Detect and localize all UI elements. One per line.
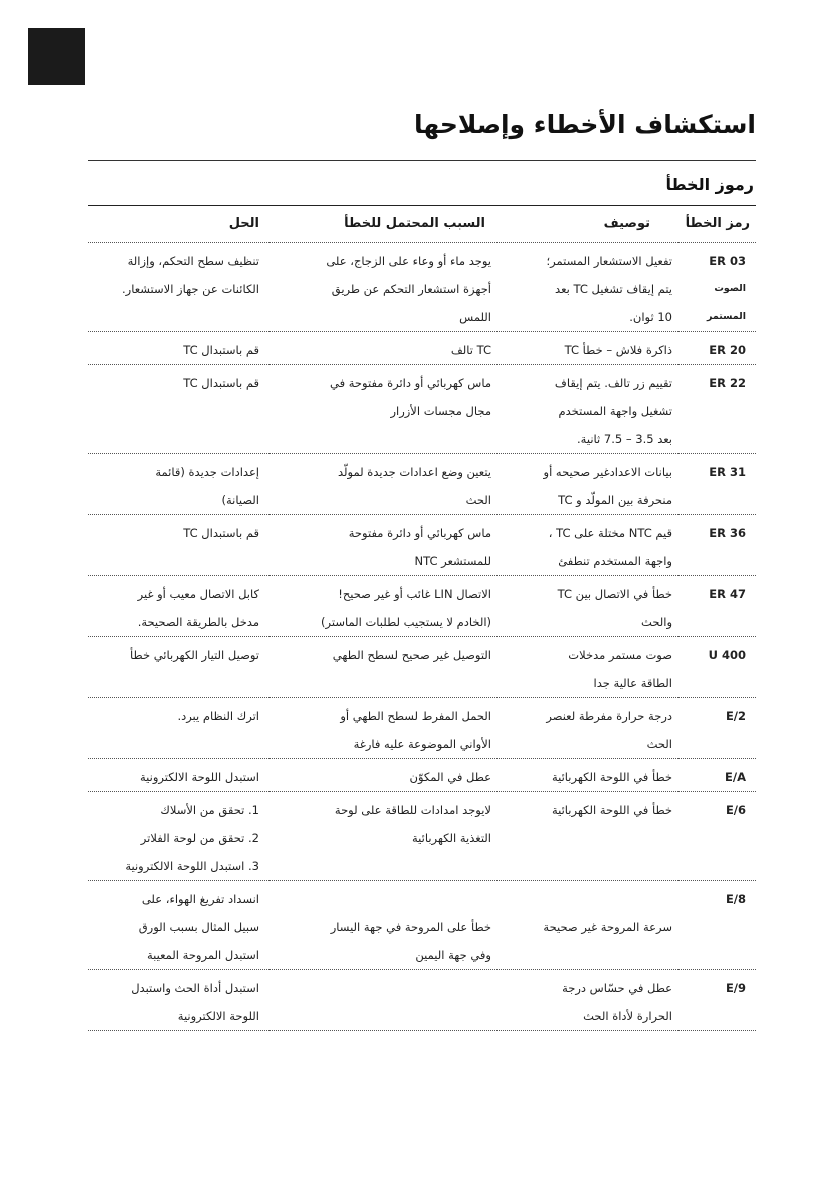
cause-cell <box>269 515 497 576</box>
description-line: ذاكرة فلاش – خطأ TC <box>564 343 672 357</box>
error-code-cell <box>678 759 756 792</box>
cause-line: الاتصال LIN غائب أو غير صحيح! <box>338 587 491 601</box>
error-code: ER 20 <box>709 343 746 357</box>
solution-line: 3. استبدل اللوحة الالكترونية <box>125 859 259 873</box>
cause-line: التغذية الكهربائية <box>411 831 491 845</box>
description-line: خطأ في اللوحة الكهربائية <box>551 803 672 817</box>
cause-line: للمستشعر NTC <box>414 554 491 568</box>
solution-line: كابل الاتصال معيب أو غير <box>137 587 259 601</box>
description-cell <box>497 637 678 698</box>
cause-line: ماس كهربائي أو دائرة مفتوحة <box>348 526 491 540</box>
description-cell <box>497 332 678 365</box>
solution-line: توصيل التيار الكهربائي خطأ <box>130 648 259 662</box>
error-code-cell <box>678 970 756 1031</box>
description-cell <box>497 698 678 759</box>
description-line: الحرارة لأداة الحث <box>583 1009 672 1023</box>
solution-line: استبدل اللوحة الالكترونية <box>139 770 259 784</box>
solution-line: إعدادات جديدة (قائمة <box>155 465 259 479</box>
solution-line: 1. تحقق من الأسلاك <box>160 803 259 817</box>
solution-cell <box>88 454 269 515</box>
cause-cell <box>269 332 497 365</box>
solution-line: اترك النظام يبرد. <box>177 709 259 723</box>
table-row <box>88 454 756 515</box>
solution-cell <box>88 515 269 576</box>
solution-line: قم باستبدال TC <box>183 343 259 357</box>
error-code-cell <box>678 637 756 698</box>
table-row <box>88 637 756 698</box>
description-line: الحث <box>646 737 672 751</box>
error-code-cell <box>678 792 756 881</box>
error-code: ER 47 <box>709 587 746 601</box>
cause-line: عطل في المكوّن <box>409 770 491 784</box>
table-row <box>88 576 756 637</box>
cause-line <box>275 885 491 913</box>
description-line: تشغيل واجهة المستخدم <box>558 404 672 418</box>
error-code: U 400 <box>708 648 746 662</box>
cause-cell <box>269 576 497 637</box>
description-line: خطأ في اللوحة الكهربائية <box>551 770 672 784</box>
cause-cell <box>269 759 497 792</box>
error-code: ER 36 <box>709 526 746 540</box>
description-cell <box>497 881 678 970</box>
error-code: ER 03 <box>709 254 746 268</box>
error-code-cell <box>678 365 756 454</box>
cause-line: TC تالف <box>450 343 491 357</box>
cause-line: الحث <box>465 493 491 507</box>
solution-line: قم باستبدال TC <box>183 526 259 540</box>
description-line: منحرفة بين المولّد و TC <box>558 493 672 507</box>
solution-line: انسداد تفريغ الهواء، على <box>141 892 259 906</box>
description-line: تقييم زر تالف. يتم إيقاف <box>554 376 672 390</box>
error-code-cell <box>678 454 756 515</box>
error-code-cell <box>678 881 756 970</box>
description-line: صوت مستمر مدخلات <box>568 648 672 662</box>
cause-cell <box>269 881 497 970</box>
table-row <box>88 515 756 576</box>
error-code-cell <box>678 243 756 332</box>
cause-cell <box>269 698 497 759</box>
description-line: تفعيل الاستشعار المستمر؛ <box>546 254 672 268</box>
error-code: E/2 <box>725 709 746 723</box>
table-row <box>88 970 756 1031</box>
description-cell <box>497 792 678 881</box>
description-line: بيانات الاعدادغير صحيحه أو <box>543 465 672 479</box>
cause-line <box>275 974 491 1002</box>
description-cell <box>497 243 678 332</box>
cause-line: الأواني الموضوعة عليه فارغة <box>353 737 491 751</box>
description-line: والحث <box>641 615 672 629</box>
cause-cell <box>269 365 497 454</box>
cause-line: الحمل المفرط لسطح الطهي أو <box>340 709 491 723</box>
cause-line: ماس كهربائي أو دائرة مفتوحة في <box>330 376 491 390</box>
cause-line: مجال مجسات الأزرار <box>390 404 491 418</box>
description-line: قيم NTC مختلة على TC ، <box>548 526 672 540</box>
description-cell <box>497 454 678 515</box>
cause-cell <box>269 454 497 515</box>
error-code: ER 22 <box>709 376 746 390</box>
cause-line: وفي جهة اليمين <box>415 948 491 962</box>
description-cell <box>497 515 678 576</box>
solution-cell <box>88 759 269 792</box>
header-description: توصيف <box>497 206 678 243</box>
table-body <box>88 243 756 1031</box>
error-code: E/6 <box>725 803 746 817</box>
solution-cell <box>88 243 269 332</box>
solution-cell <box>88 365 269 454</box>
description-line: سرعة المروحة غير صحيحة <box>543 920 672 934</box>
solution-line: الكائنات عن جهاز الاستشعار. <box>122 282 259 296</box>
description-line: خطأ في الاتصال بين TC <box>557 587 672 601</box>
description-line: درجة حرارة مفرطة لعنصر <box>546 709 672 723</box>
page-title: استكشاف الأخطاء وإصلاحها <box>413 110 756 139</box>
cause-line: (الخادم لا يستجيب لطلبات الماستر) <box>321 615 491 629</box>
description-cell <box>497 576 678 637</box>
error-code: ER 31 <box>709 465 746 479</box>
error-code: E/9 <box>725 981 746 995</box>
cause-line: أجهزة استشعار التحكم عن طريق <box>331 282 491 296</box>
solution-cell <box>88 332 269 365</box>
description-line: بعد 3.5 – 7.5 ثانية. <box>577 432 672 446</box>
table-row <box>88 243 756 332</box>
cause-line: خطأ على المروحة في جهة اليسار <box>330 920 491 934</box>
solution-line: تنظيف سطح التحكم، وإزالة <box>127 254 259 268</box>
error-code-note: الصوت <box>714 283 746 294</box>
error-codes-table-wrapper <box>88 205 756 1031</box>
table-row <box>88 792 756 881</box>
table-row <box>88 365 756 454</box>
solution-line: استبدل أداة الحث واستبدل <box>131 981 259 995</box>
solution-cell <box>88 970 269 1031</box>
title-divider <box>88 160 756 161</box>
solution-cell <box>88 576 269 637</box>
table-row <box>88 881 756 970</box>
solution-line: 2. تحقق من لوحة الفلاتر <box>140 831 259 845</box>
error-code-cell <box>678 332 756 365</box>
description-line: عطل في حسّاس درجة <box>562 981 672 995</box>
cause-cell <box>269 243 497 332</box>
table-row <box>88 759 756 792</box>
corner-marker <box>28 28 85 85</box>
table-header-row <box>88 206 756 243</box>
cause-line: اللمس <box>459 310 491 324</box>
error-code-cell <box>678 515 756 576</box>
solution-line: سبيل المثال بسبب الورق <box>138 920 259 934</box>
solution-line: مدخل بالطريقة الصحيحة. <box>137 615 259 629</box>
error-code: E/8 <box>725 892 746 906</box>
table-row <box>88 332 756 365</box>
cause-cell <box>269 637 497 698</box>
header-code: رمز الخطأ <box>678 206 756 243</box>
solution-cell <box>88 792 269 881</box>
error-code-cell <box>678 698 756 759</box>
solution-line: الصيانة) <box>221 493 259 507</box>
error-code: E/A <box>725 770 746 784</box>
description-cell <box>497 970 678 1031</box>
cause-cell <box>269 792 497 881</box>
error-code-cell <box>678 576 756 637</box>
solution-line: اللوحة الالكترونية <box>177 1009 259 1023</box>
description-line: يتم إيقاف تشغيل TC بعد <box>555 282 672 296</box>
error-codes-table <box>88 205 756 1031</box>
description-cell <box>497 365 678 454</box>
error-code-note: المستمر <box>706 311 746 322</box>
solution-cell <box>88 637 269 698</box>
cause-line: لايوجد امدادات للطاقة على لوحة <box>334 803 491 817</box>
table-row <box>88 698 756 759</box>
description-line <box>503 885 672 913</box>
cause-line: التوصيل غير صحيح لسطح الطهي <box>332 648 491 662</box>
description-line: 10 ثوان. <box>629 310 672 324</box>
header-solution: الحل <box>88 206 269 243</box>
description-line: الطاقة عالية جدا <box>593 676 672 690</box>
cause-line: يتعين وضع اعدادات جديدة لمولّد <box>338 465 491 479</box>
header-cause: السبب المحتمل للخطأ <box>269 206 497 243</box>
cause-line: يوجد ماء أو وعاء على الزجاج، على <box>326 254 491 268</box>
solution-line: استبدل المروحة المعيبة <box>147 948 259 962</box>
description-cell <box>497 759 678 792</box>
description-line: واجهة المستخدم تنطفئ <box>558 554 672 568</box>
section-title: رموز الخطأ <box>665 175 754 194</box>
solution-cell <box>88 881 269 970</box>
solution-cell <box>88 698 269 759</box>
solution-line: قم باستبدال TC <box>183 376 259 390</box>
cause-cell <box>269 970 497 1031</box>
